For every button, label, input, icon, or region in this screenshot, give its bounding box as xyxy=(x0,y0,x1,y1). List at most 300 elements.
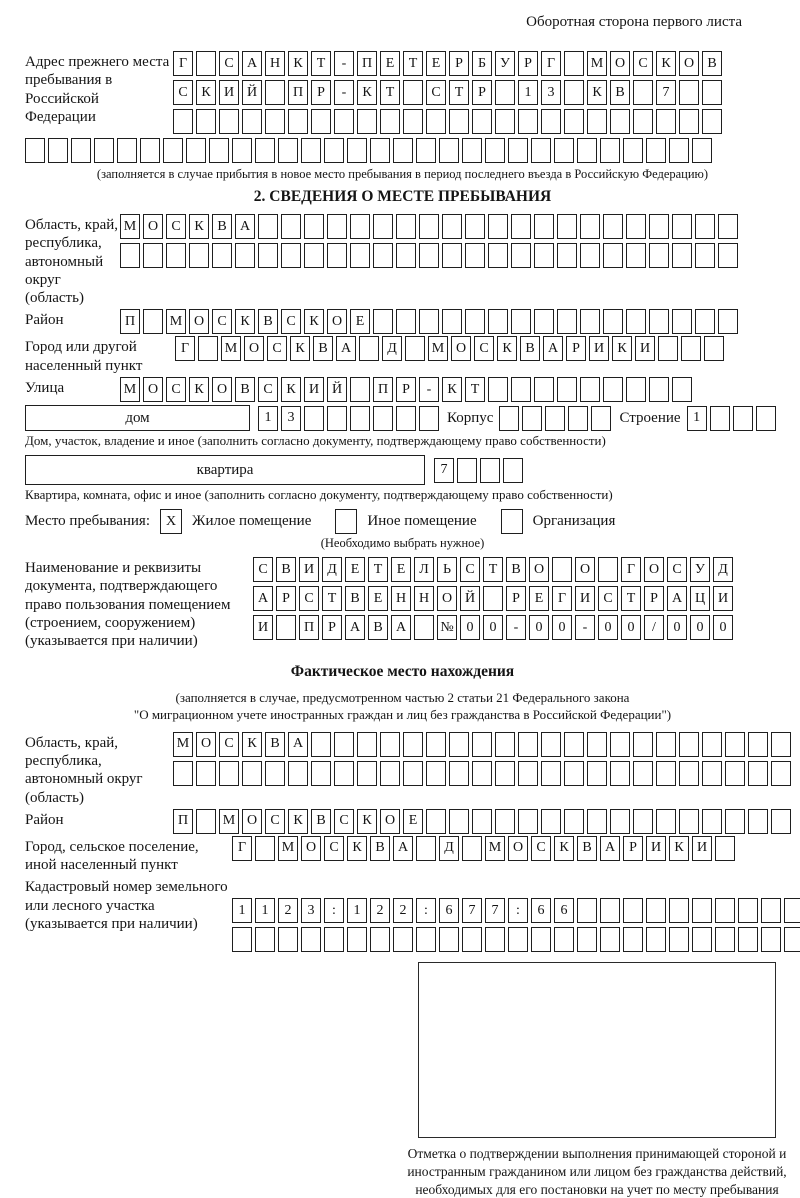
char-cell[interactable] xyxy=(173,761,193,786)
char-cell[interactable]: Р xyxy=(396,377,416,402)
char-cell[interactable] xyxy=(393,927,413,952)
char-cell[interactable]: О xyxy=(644,557,664,582)
char-cell[interactable]: С xyxy=(166,214,186,239)
char-cell[interactable]: М xyxy=(485,836,505,861)
char-cell[interactable]: Р xyxy=(322,615,342,640)
char-cell[interactable] xyxy=(209,138,229,163)
char-cell[interactable]: М xyxy=(428,336,448,361)
char-cell[interactable]: И xyxy=(692,836,712,861)
char-cell[interactable]: Н xyxy=(414,586,434,611)
char-cell[interactable] xyxy=(311,761,331,786)
char-cell[interactable] xyxy=(761,898,781,923)
char-cell[interactable] xyxy=(311,732,331,757)
char-cell[interactable] xyxy=(600,898,620,923)
char-cell[interactable]: С xyxy=(460,557,480,582)
char-cell[interactable] xyxy=(518,761,538,786)
char-cell[interactable]: С xyxy=(173,80,193,105)
char-cell[interactable] xyxy=(771,809,791,834)
char-cell[interactable]: П xyxy=(120,309,140,334)
char-cell[interactable]: П xyxy=(173,809,193,834)
char-cell[interactable]: В xyxy=(265,732,285,757)
char-cell[interactable] xyxy=(304,243,324,268)
char-cell[interactable]: И xyxy=(299,557,319,582)
char-cell[interactable]: Д xyxy=(322,557,342,582)
char-cell[interactable] xyxy=(472,732,492,757)
char-cell[interactable] xyxy=(672,243,692,268)
char-cell[interactable] xyxy=(48,138,68,163)
char-cell[interactable]: С xyxy=(166,377,186,402)
char-cell[interactable] xyxy=(196,109,216,134)
char-cell[interactable] xyxy=(426,732,446,757)
char-cell[interactable]: В xyxy=(577,836,597,861)
char-cell[interactable]: С xyxy=(299,586,319,611)
char-cell[interactable]: А xyxy=(336,336,356,361)
checkbox-other-premises[interactable] xyxy=(335,509,357,534)
char-cell[interactable] xyxy=(212,243,232,268)
char-cell[interactable]: 6 xyxy=(531,898,551,923)
char-cell[interactable]: Р xyxy=(566,336,586,361)
char-cell[interactable] xyxy=(600,138,620,163)
char-cell[interactable]: 0 xyxy=(460,615,480,640)
char-cell[interactable]: А xyxy=(543,336,563,361)
char-cell[interactable]: О xyxy=(196,732,216,757)
char-cell[interactable] xyxy=(534,377,554,402)
char-cell[interactable]: О xyxy=(189,309,209,334)
char-cell[interactable] xyxy=(25,138,45,163)
char-cell[interactable] xyxy=(541,809,561,834)
char-cell[interactable] xyxy=(416,927,436,952)
char-cell[interactable]: У xyxy=(690,557,710,582)
char-cell[interactable]: Й xyxy=(242,80,262,105)
char-cell[interactable] xyxy=(373,243,393,268)
char-cell[interactable]: Р xyxy=(472,80,492,105)
char-cell[interactable] xyxy=(695,214,715,239)
char-cell[interactable] xyxy=(495,732,515,757)
char-cell[interactable]: К xyxy=(347,836,367,861)
char-cell[interactable]: 7 xyxy=(656,80,676,105)
char-cell[interactable] xyxy=(472,809,492,834)
char-cell[interactable] xyxy=(488,243,508,268)
char-cell[interactable] xyxy=(288,109,308,134)
char-cell[interactable] xyxy=(416,836,436,861)
char-cell[interactable]: В xyxy=(258,309,278,334)
char-cell[interactable]: И xyxy=(253,615,273,640)
char-cell[interactable]: 2 xyxy=(393,898,413,923)
char-cell[interactable] xyxy=(71,138,91,163)
char-cell[interactable]: М xyxy=(173,732,193,757)
char-cell[interactable]: А xyxy=(288,732,308,757)
char-cell[interactable] xyxy=(499,406,519,431)
char-cell[interactable]: Т xyxy=(368,557,388,582)
char-cell[interactable] xyxy=(531,927,551,952)
char-cell[interactable]: В xyxy=(702,51,722,76)
char-cell[interactable] xyxy=(564,80,584,105)
char-cell[interactable]: О xyxy=(575,557,595,582)
char-cell[interactable]: К xyxy=(612,336,632,361)
char-cell[interactable] xyxy=(718,243,738,268)
char-cell[interactable] xyxy=(350,243,370,268)
char-cell[interactable] xyxy=(610,109,630,134)
char-cell[interactable] xyxy=(623,138,643,163)
checkbox-residential[interactable]: X xyxy=(160,509,182,534)
char-cell[interactable]: : xyxy=(416,898,436,923)
char-cell[interactable] xyxy=(518,109,538,134)
char-cell[interactable] xyxy=(380,732,400,757)
char-cell[interactable] xyxy=(198,336,218,361)
char-cell[interactable] xyxy=(672,309,692,334)
char-cell[interactable]: Р xyxy=(449,51,469,76)
apartment-type-box[interactable]: квартира xyxy=(25,455,425,485)
char-cell[interactable] xyxy=(449,761,469,786)
char-cell[interactable]: А xyxy=(393,836,413,861)
char-cell[interactable] xyxy=(281,243,301,268)
char-cell[interactable] xyxy=(347,927,367,952)
char-cell[interactable] xyxy=(656,761,676,786)
char-cell[interactable]: А xyxy=(667,586,687,611)
char-cell[interactable]: Р xyxy=(644,586,664,611)
char-cell[interactable]: 1 xyxy=(255,898,275,923)
char-cell[interactable]: А xyxy=(345,615,365,640)
char-cell[interactable] xyxy=(242,109,262,134)
char-cell[interactable]: Д xyxy=(713,557,733,582)
char-cell[interactable] xyxy=(603,377,623,402)
char-cell[interactable]: 6 xyxy=(554,898,574,923)
char-cell[interactable] xyxy=(679,109,699,134)
char-cell[interactable] xyxy=(784,927,800,952)
char-cell[interactable]: Т xyxy=(322,586,342,611)
char-cell[interactable]: 0 xyxy=(552,615,572,640)
char-cell[interactable] xyxy=(359,336,379,361)
char-cell[interactable] xyxy=(511,377,531,402)
char-cell[interactable]: О xyxy=(212,377,232,402)
char-cell[interactable] xyxy=(327,406,347,431)
char-cell[interactable] xyxy=(347,138,367,163)
char-cell[interactable] xyxy=(403,80,423,105)
char-cell[interactable] xyxy=(462,836,482,861)
char-cell[interactable]: 0 xyxy=(690,615,710,640)
char-cell[interactable]: С xyxy=(598,586,618,611)
char-cell[interactable]: Р xyxy=(506,586,526,611)
char-cell[interactable] xyxy=(196,51,216,76)
char-cell[interactable] xyxy=(143,243,163,268)
char-cell[interactable]: 7 xyxy=(485,898,505,923)
char-cell[interactable]: - xyxy=(419,377,439,402)
char-cell[interactable] xyxy=(488,309,508,334)
char-cell[interactable] xyxy=(396,243,416,268)
char-cell[interactable] xyxy=(580,377,600,402)
char-cell[interactable]: О xyxy=(529,557,549,582)
char-cell[interactable]: М xyxy=(221,336,241,361)
char-cell[interactable] xyxy=(649,243,669,268)
char-cell[interactable] xyxy=(672,377,692,402)
char-cell[interactable] xyxy=(370,927,390,952)
char-cell[interactable] xyxy=(552,557,572,582)
char-cell[interactable] xyxy=(511,243,531,268)
char-cell[interactable] xyxy=(495,761,515,786)
char-cell[interactable] xyxy=(626,309,646,334)
char-cell[interactable] xyxy=(692,898,712,923)
char-cell[interactable] xyxy=(531,138,551,163)
char-cell[interactable] xyxy=(710,406,730,431)
char-cell[interactable] xyxy=(403,109,423,134)
char-cell[interactable]: О xyxy=(437,586,457,611)
char-cell[interactable]: Л xyxy=(414,557,434,582)
char-cell[interactable] xyxy=(702,109,722,134)
char-cell[interactable]: О xyxy=(143,377,163,402)
char-cell[interactable]: Т xyxy=(449,80,469,105)
char-cell[interactable]: 3 xyxy=(281,406,301,431)
char-cell[interactable]: В xyxy=(506,557,526,582)
char-cell[interactable] xyxy=(465,214,485,239)
char-cell[interactable] xyxy=(692,138,712,163)
char-cell[interactable]: В xyxy=(235,377,255,402)
char-cell[interactable]: О xyxy=(143,214,163,239)
char-cell[interactable]: У xyxy=(495,51,515,76)
char-cell[interactable] xyxy=(304,406,324,431)
char-cell[interactable]: Й xyxy=(460,586,480,611)
char-cell[interactable]: И xyxy=(589,336,609,361)
char-cell[interactable] xyxy=(370,138,390,163)
char-cell[interactable] xyxy=(255,836,275,861)
char-cell[interactable] xyxy=(449,109,469,134)
char-cell[interactable]: Г xyxy=(552,586,572,611)
char-cell[interactable]: 7 xyxy=(462,898,482,923)
char-cell[interactable]: И xyxy=(635,336,655,361)
char-cell[interactable] xyxy=(485,138,505,163)
char-cell[interactable]: М xyxy=(166,309,186,334)
char-cell[interactable] xyxy=(557,377,577,402)
char-cell[interactable]: М xyxy=(278,836,298,861)
char-cell[interactable] xyxy=(658,336,678,361)
char-cell[interactable] xyxy=(603,309,623,334)
char-cell[interactable] xyxy=(771,732,791,757)
char-cell[interactable] xyxy=(577,138,597,163)
char-cell[interactable] xyxy=(610,761,630,786)
char-cell[interactable] xyxy=(380,761,400,786)
char-cell[interactable] xyxy=(718,214,738,239)
char-cell[interactable]: К xyxy=(290,336,310,361)
char-cell[interactable]: В xyxy=(311,809,331,834)
char-cell[interactable] xyxy=(373,214,393,239)
char-cell[interactable] xyxy=(465,309,485,334)
char-cell[interactable]: В xyxy=(610,80,630,105)
char-cell[interactable]: / xyxy=(644,615,664,640)
char-cell[interactable]: И xyxy=(575,586,595,611)
char-cell[interactable] xyxy=(633,761,653,786)
char-cell[interactable] xyxy=(439,138,459,163)
char-cell[interactable] xyxy=(232,138,252,163)
char-cell[interactable] xyxy=(373,309,393,334)
char-cell[interactable] xyxy=(508,927,528,952)
char-cell[interactable] xyxy=(396,214,416,239)
char-cell[interactable] xyxy=(784,898,800,923)
char-cell[interactable]: С xyxy=(219,732,239,757)
char-cell[interactable]: Н xyxy=(265,51,285,76)
char-cell[interactable]: Т xyxy=(380,80,400,105)
char-cell[interactable]: Т xyxy=(621,586,641,611)
char-cell[interactable] xyxy=(396,406,416,431)
char-cell[interactable] xyxy=(748,732,768,757)
char-cell[interactable]: О xyxy=(610,51,630,76)
char-cell[interactable]: 6 xyxy=(439,898,459,923)
char-cell[interactable]: Е xyxy=(426,51,446,76)
char-cell[interactable] xyxy=(610,732,630,757)
char-cell[interactable] xyxy=(511,309,531,334)
char-cell[interactable] xyxy=(633,809,653,834)
char-cell[interactable] xyxy=(600,927,620,952)
char-cell[interactable] xyxy=(327,243,347,268)
char-cell[interactable] xyxy=(534,214,554,239)
char-cell[interactable] xyxy=(518,732,538,757)
char-cell[interactable] xyxy=(278,927,298,952)
char-cell[interactable] xyxy=(587,809,607,834)
char-cell[interactable]: Т xyxy=(403,51,423,76)
char-cell[interactable] xyxy=(564,809,584,834)
char-cell[interactable] xyxy=(725,732,745,757)
char-cell[interactable] xyxy=(587,109,607,134)
char-cell[interactable]: К xyxy=(189,377,209,402)
char-cell[interactable]: № xyxy=(437,615,457,640)
char-cell[interactable]: К xyxy=(288,51,308,76)
char-cell[interactable] xyxy=(715,927,735,952)
char-cell[interactable] xyxy=(442,243,462,268)
char-cell[interactable] xyxy=(465,243,485,268)
char-cell[interactable] xyxy=(603,214,623,239)
char-cell[interactable] xyxy=(669,138,689,163)
char-cell[interactable] xyxy=(457,458,477,483)
char-cell[interactable]: - xyxy=(334,51,354,76)
char-cell[interactable]: К xyxy=(288,809,308,834)
char-cell[interactable] xyxy=(173,109,193,134)
char-cell[interactable]: О xyxy=(451,336,471,361)
char-cell[interactable]: Р xyxy=(276,586,296,611)
char-cell[interactable]: 1 xyxy=(232,898,252,923)
char-cell[interactable] xyxy=(350,214,370,239)
char-cell[interactable]: Т xyxy=(311,51,331,76)
char-cell[interactable] xyxy=(327,214,347,239)
char-cell[interactable]: Р xyxy=(518,51,538,76)
char-cell[interactable]: И xyxy=(646,836,666,861)
char-cell[interactable] xyxy=(626,377,646,402)
char-cell[interactable]: 7 xyxy=(434,458,454,483)
char-cell[interactable]: В xyxy=(212,214,232,239)
char-cell[interactable] xyxy=(276,615,296,640)
char-cell[interactable]: 3 xyxy=(541,80,561,105)
char-cell[interactable] xyxy=(718,309,738,334)
char-cell[interactable] xyxy=(483,586,503,611)
char-cell[interactable]: К xyxy=(189,214,209,239)
char-cell[interactable]: Г xyxy=(175,336,195,361)
char-cell[interactable] xyxy=(702,809,722,834)
char-cell[interactable] xyxy=(541,761,561,786)
char-cell[interactable] xyxy=(557,214,577,239)
char-cell[interactable]: Т xyxy=(465,377,485,402)
char-cell[interactable]: М xyxy=(120,377,140,402)
char-cell[interactable]: М xyxy=(587,51,607,76)
char-cell[interactable] xyxy=(756,406,776,431)
char-cell[interactable]: С xyxy=(531,836,551,861)
char-cell[interactable] xyxy=(679,761,699,786)
char-cell[interactable]: С xyxy=(667,557,687,582)
char-cell[interactable]: Ц xyxy=(690,586,710,611)
char-cell[interactable] xyxy=(679,809,699,834)
char-cell[interactable] xyxy=(373,406,393,431)
char-cell[interactable] xyxy=(761,927,781,952)
char-cell[interactable]: 0 xyxy=(529,615,549,640)
char-cell[interactable] xyxy=(120,243,140,268)
char-cell[interactable] xyxy=(669,927,689,952)
char-cell[interactable]: И xyxy=(713,586,733,611)
char-cell[interactable] xyxy=(281,214,301,239)
char-cell[interactable] xyxy=(656,732,676,757)
char-cell[interactable] xyxy=(672,214,692,239)
char-cell[interactable]: Е xyxy=(391,557,411,582)
char-cell[interactable] xyxy=(235,243,255,268)
char-cell[interactable] xyxy=(439,927,459,952)
char-cell[interactable] xyxy=(633,80,653,105)
char-cell[interactable] xyxy=(334,732,354,757)
char-cell[interactable]: К xyxy=(554,836,574,861)
char-cell[interactable] xyxy=(232,927,252,952)
char-cell[interactable] xyxy=(219,761,239,786)
char-cell[interactable] xyxy=(419,406,439,431)
char-cell[interactable] xyxy=(495,109,515,134)
char-cell[interactable] xyxy=(715,898,735,923)
char-cell[interactable] xyxy=(462,927,482,952)
char-cell[interactable] xyxy=(646,898,666,923)
char-cell[interactable]: А xyxy=(391,615,411,640)
char-cell[interactable]: О xyxy=(242,809,262,834)
char-cell[interactable] xyxy=(541,732,561,757)
char-cell[interactable] xyxy=(557,309,577,334)
char-cell[interactable] xyxy=(554,138,574,163)
char-cell[interactable]: Ь xyxy=(437,557,457,582)
char-cell[interactable] xyxy=(591,406,611,431)
char-cell[interactable]: М xyxy=(120,214,140,239)
char-cell[interactable]: М xyxy=(219,809,239,834)
char-cell[interactable] xyxy=(393,138,413,163)
char-cell[interactable]: И xyxy=(304,377,324,402)
char-cell[interactable] xyxy=(715,836,735,861)
char-cell[interactable]: К xyxy=(656,51,676,76)
char-cell[interactable] xyxy=(163,138,183,163)
char-cell[interactable] xyxy=(564,109,584,134)
char-cell[interactable] xyxy=(603,243,623,268)
char-cell[interactable]: К xyxy=(357,80,377,105)
char-cell[interactable] xyxy=(324,138,344,163)
char-cell[interactable] xyxy=(419,214,439,239)
char-cell[interactable]: Е xyxy=(403,809,423,834)
char-cell[interactable] xyxy=(350,406,370,431)
char-cell[interactable] xyxy=(702,732,722,757)
char-cell[interactable]: И xyxy=(219,80,239,105)
char-cell[interactable]: 1 xyxy=(347,898,367,923)
char-cell[interactable] xyxy=(485,927,505,952)
char-cell[interactable] xyxy=(426,761,446,786)
char-cell[interactable]: Т xyxy=(483,557,503,582)
char-cell[interactable] xyxy=(623,927,643,952)
char-cell[interactable] xyxy=(649,214,669,239)
char-cell[interactable] xyxy=(255,927,275,952)
char-cell[interactable]: К xyxy=(442,377,462,402)
char-cell[interactable]: В xyxy=(368,615,388,640)
char-cell[interactable]: П xyxy=(373,377,393,402)
char-cell[interactable]: 3 xyxy=(301,898,321,923)
char-cell[interactable]: Г xyxy=(621,557,641,582)
char-cell[interactable] xyxy=(472,761,492,786)
char-cell[interactable] xyxy=(577,927,597,952)
char-cell[interactable] xyxy=(405,336,425,361)
